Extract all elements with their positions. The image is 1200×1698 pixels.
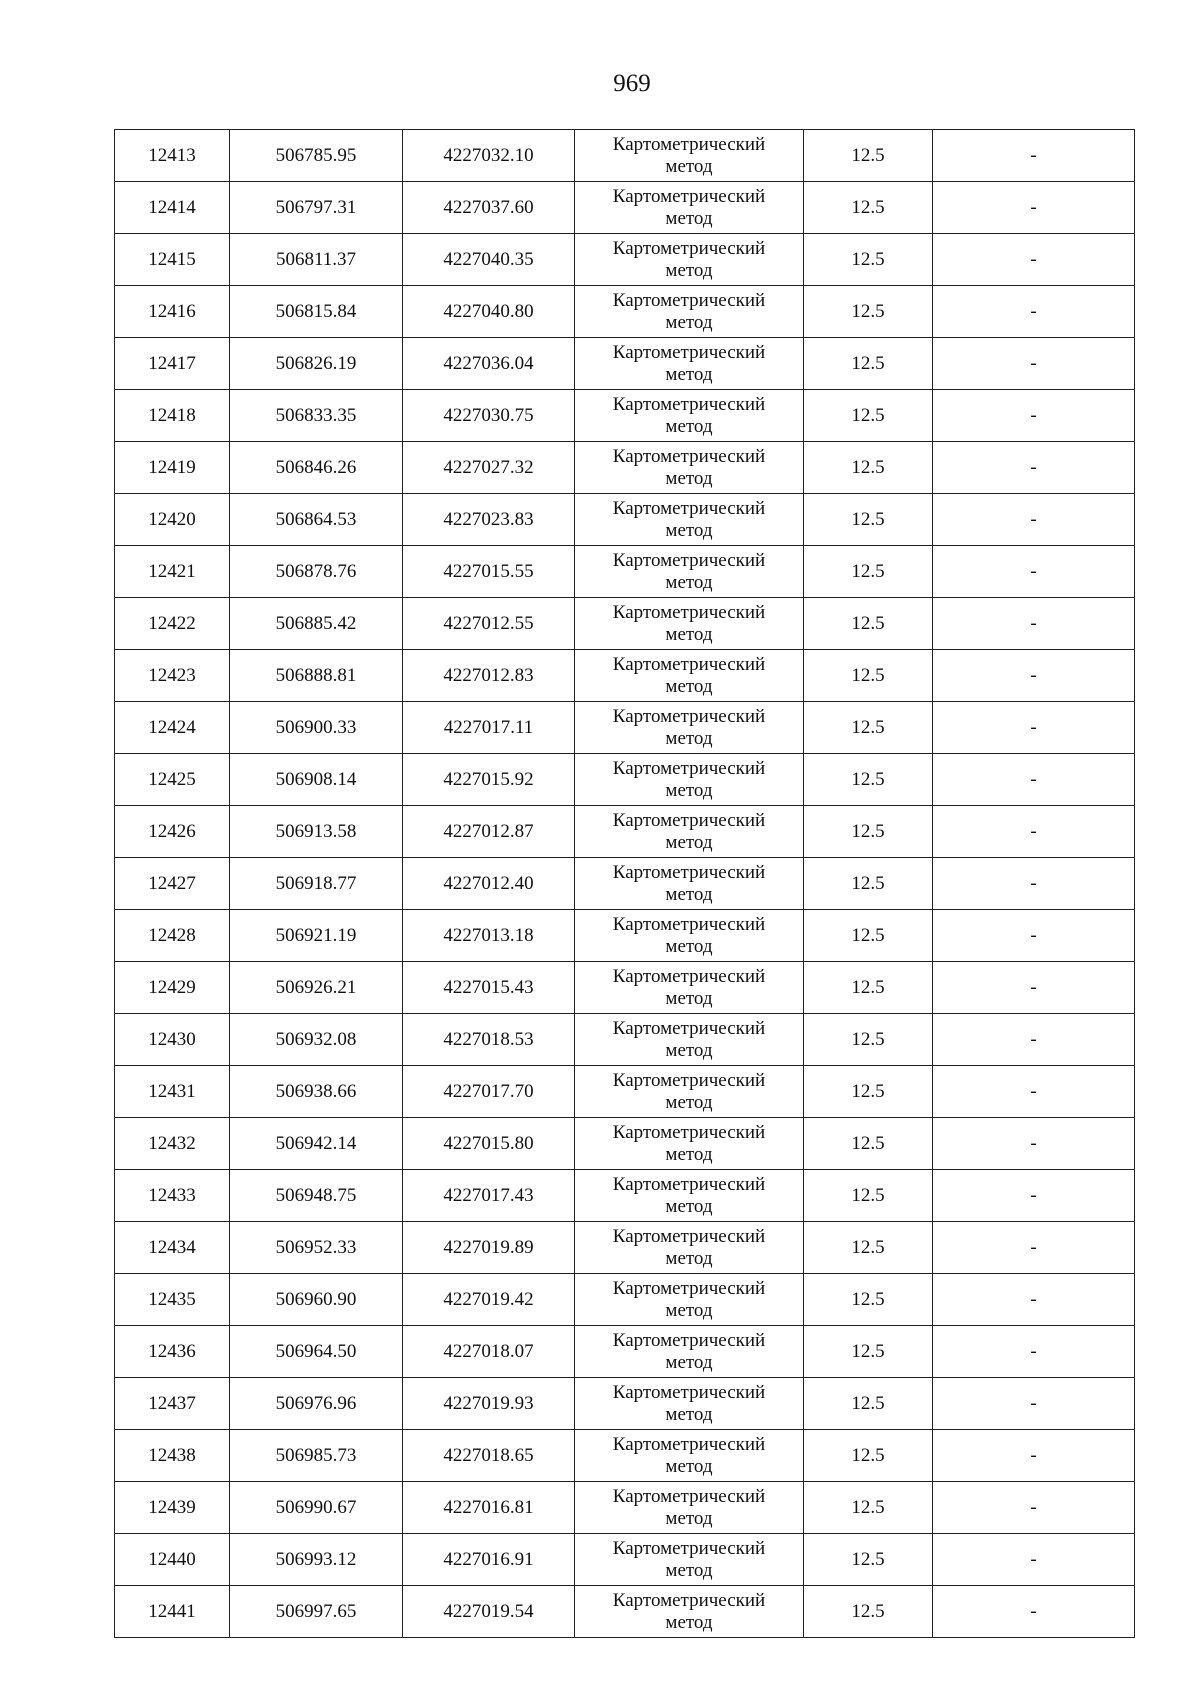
x-coordinate-cell: 506811.37 (230, 234, 403, 286)
method-line-2: метод (665, 1559, 713, 1581)
table-row (115, 1170, 1135, 1222)
point-id-cell: 12433 (115, 1170, 230, 1222)
method-line-1: Картометрический (612, 289, 766, 311)
method-cell (575, 754, 804, 806)
accuracy-cell: 12.5 (804, 1534, 933, 1586)
table-row (115, 1430, 1135, 1482)
method-line-2: метод (665, 1247, 713, 1269)
point-id-cell: 12434 (115, 1222, 230, 1274)
accuracy-cell: 12.5 (804, 650, 933, 702)
accuracy-cell: 12.5 (804, 598, 933, 650)
y-coordinate-cell: 4227013.18 (403, 910, 575, 962)
x-coordinate-cell: 506888.81 (230, 650, 403, 702)
method-cell (575, 1274, 804, 1326)
accuracy-cell: 12.5 (804, 858, 933, 910)
method-line-2: метод (665, 1351, 713, 1373)
method-cell (575, 702, 804, 754)
y-coordinate-cell: 4227019.54 (403, 1586, 575, 1638)
method-line-1: Картометрический (612, 1485, 766, 1507)
accuracy-cell: 12.5 (804, 1066, 933, 1118)
point-id-cell: 12429 (115, 962, 230, 1014)
table-row (115, 182, 1135, 234)
table-row (115, 754, 1135, 806)
note-cell: - (933, 1222, 1135, 1274)
method-line-1: Картометрический (612, 1537, 766, 1559)
table-row (115, 962, 1135, 1014)
accuracy-cell: 12.5 (804, 390, 933, 442)
point-id-cell: 12423 (115, 650, 230, 702)
method-cell (575, 1586, 804, 1638)
point-id-cell: 12435 (115, 1274, 230, 1326)
point-id-cell: 12441 (115, 1586, 230, 1638)
note-cell: - (933, 1326, 1135, 1378)
y-coordinate-cell: 4227040.35 (403, 234, 575, 286)
method-cell (575, 1170, 804, 1222)
x-coordinate-cell: 506797.31 (230, 182, 403, 234)
method-line-2: метод (665, 1403, 713, 1425)
y-coordinate-cell: 4227015.55 (403, 546, 575, 598)
table-row (115, 494, 1135, 546)
accuracy-cell: 12.5 (804, 546, 933, 598)
point-id-cell: 12430 (115, 1014, 230, 1066)
x-coordinate-cell: 506938.66 (230, 1066, 403, 1118)
y-coordinate-cell: 4227037.60 (403, 182, 575, 234)
method-line-1: Картометрический (612, 1121, 766, 1143)
x-coordinate-cell: 506942.14 (230, 1118, 403, 1170)
accuracy-cell: 12.5 (804, 1014, 933, 1066)
method-cell (575, 1326, 804, 1378)
y-coordinate-cell: 4227030.75 (403, 390, 575, 442)
note-cell: - (933, 650, 1135, 702)
y-coordinate-cell: 4227015.92 (403, 754, 575, 806)
y-coordinate-cell: 4227040.80 (403, 286, 575, 338)
method-line-1: Картометрический (612, 1277, 766, 1299)
table-row (115, 130, 1135, 182)
x-coordinate-cell: 506878.76 (230, 546, 403, 598)
accuracy-cell: 12.5 (804, 234, 933, 286)
note-cell: - (933, 1482, 1135, 1534)
y-coordinate-cell: 4227018.53 (403, 1014, 575, 1066)
accuracy-cell: 12.5 (804, 1482, 933, 1534)
x-coordinate-cell: 506921.19 (230, 910, 403, 962)
table-row (115, 598, 1135, 650)
method-line-1: Картометрический (612, 185, 766, 207)
table-row (115, 390, 1135, 442)
accuracy-cell: 12.5 (804, 1430, 933, 1482)
note-cell: - (933, 130, 1135, 182)
note-cell: - (933, 1118, 1135, 1170)
method-line-1: Картометрический (612, 341, 766, 363)
method-line-1: Картометрический (612, 133, 766, 155)
point-id-cell: 12428 (115, 910, 230, 962)
table-row (115, 1274, 1135, 1326)
point-id-cell: 12414 (115, 182, 230, 234)
x-coordinate-cell: 506833.35 (230, 390, 403, 442)
method-cell (575, 598, 804, 650)
method-cell (575, 1482, 804, 1534)
method-line-2: метод (665, 1195, 713, 1217)
x-coordinate-cell: 506985.73 (230, 1430, 403, 1482)
method-line-2: метод (665, 883, 713, 905)
table-row (115, 910, 1135, 962)
point-id-cell: 12440 (115, 1534, 230, 1586)
note-cell: - (933, 1274, 1135, 1326)
point-id-cell: 12437 (115, 1378, 230, 1430)
accuracy-cell: 12.5 (804, 1118, 933, 1170)
table-row (115, 650, 1135, 702)
method-line-1: Картометрический (612, 705, 766, 727)
method-cell (575, 1014, 804, 1066)
accuracy-cell: 12.5 (804, 442, 933, 494)
note-cell: - (933, 546, 1135, 598)
method-line-1: Картометрический (612, 1173, 766, 1195)
note-cell: - (933, 962, 1135, 1014)
x-coordinate-cell: 506908.14 (230, 754, 403, 806)
note-cell: - (933, 1170, 1135, 1222)
table-row (115, 1066, 1135, 1118)
y-coordinate-cell: 4227017.11 (403, 702, 575, 754)
accuracy-cell: 12.5 (804, 962, 933, 1014)
point-id-cell: 12439 (115, 1482, 230, 1534)
method-cell (575, 546, 804, 598)
method-line-1: Картометрический (612, 1069, 766, 1091)
method-cell (575, 1378, 804, 1430)
y-coordinate-cell: 4227023.83 (403, 494, 575, 546)
y-coordinate-cell: 4227019.42 (403, 1274, 575, 1326)
y-coordinate-cell: 4227027.32 (403, 442, 575, 494)
method-cell (575, 910, 804, 962)
method-line-1: Картометрический (612, 861, 766, 883)
method-cell (575, 338, 804, 390)
accuracy-cell: 12.5 (804, 1170, 933, 1222)
table-row (115, 858, 1135, 910)
x-coordinate-cell: 506976.96 (230, 1378, 403, 1430)
method-line-2: метод (665, 935, 713, 957)
x-coordinate-cell: 506990.67 (230, 1482, 403, 1534)
table-row (115, 442, 1135, 494)
accuracy-cell: 12.5 (804, 702, 933, 754)
accuracy-cell: 12.5 (804, 1326, 933, 1378)
note-cell: - (933, 390, 1135, 442)
method-cell (575, 286, 804, 338)
table-row (115, 286, 1135, 338)
note-cell: - (933, 598, 1135, 650)
method-cell (575, 806, 804, 858)
y-coordinate-cell: 4227012.55 (403, 598, 575, 650)
method-line-1: Картометрический (612, 393, 766, 415)
method-line-1: Картометрический (612, 1225, 766, 1247)
point-id-cell: 12431 (115, 1066, 230, 1118)
method-line-2: метод (665, 1507, 713, 1529)
x-coordinate-cell: 506918.77 (230, 858, 403, 910)
note-cell: - (933, 1430, 1135, 1482)
method-line-2: метод (665, 415, 713, 437)
note-cell: - (933, 182, 1135, 234)
method-line-2: метод (665, 363, 713, 385)
y-coordinate-cell: 4227012.87 (403, 806, 575, 858)
method-line-2: метод (665, 831, 713, 853)
x-coordinate-cell: 506960.90 (230, 1274, 403, 1326)
accuracy-cell: 12.5 (804, 754, 933, 806)
method-line-1: Картометрический (612, 1589, 766, 1611)
method-line-1: Картометрический (612, 1329, 766, 1351)
y-coordinate-cell: 4227019.93 (403, 1378, 575, 1430)
point-id-cell: 12422 (115, 598, 230, 650)
accuracy-cell: 12.5 (804, 1586, 933, 1638)
accuracy-cell: 12.5 (804, 1274, 933, 1326)
accuracy-cell: 12.5 (804, 338, 933, 390)
note-cell: - (933, 442, 1135, 494)
method-line-2: метод (665, 727, 713, 749)
accuracy-cell: 12.5 (804, 286, 933, 338)
x-coordinate-cell: 506952.33 (230, 1222, 403, 1274)
coordinates-table (114, 129, 1135, 1638)
y-coordinate-cell: 4227017.43 (403, 1170, 575, 1222)
method-line-1: Картометрический (612, 601, 766, 623)
note-cell: - (933, 910, 1135, 962)
note-cell: - (933, 1378, 1135, 1430)
note-cell: - (933, 1534, 1135, 1586)
note-cell: - (933, 494, 1135, 546)
note-cell: - (933, 858, 1135, 910)
point-id-cell: 12419 (115, 442, 230, 494)
method-line-1: Картометрический (612, 237, 766, 259)
method-line-2: метод (665, 779, 713, 801)
y-coordinate-cell: 4227015.80 (403, 1118, 575, 1170)
method-line-2: метод (665, 1611, 713, 1633)
point-id-cell: 12415 (115, 234, 230, 286)
method-line-2: метод (665, 623, 713, 645)
y-coordinate-cell: 4227019.89 (403, 1222, 575, 1274)
page-number: 969 (613, 70, 651, 97)
method-cell (575, 494, 804, 546)
note-cell: - (933, 702, 1135, 754)
x-coordinate-cell: 506885.42 (230, 598, 403, 650)
y-coordinate-cell: 4227018.65 (403, 1430, 575, 1482)
method-cell (575, 182, 804, 234)
method-line-2: метод (665, 675, 713, 697)
method-line-1: Картометрический (612, 1433, 766, 1455)
method-line-1: Картометрический (612, 497, 766, 519)
table-row (115, 1326, 1135, 1378)
method-cell (575, 442, 804, 494)
x-coordinate-cell: 506864.53 (230, 494, 403, 546)
method-cell (575, 390, 804, 442)
method-line-2: метод (665, 155, 713, 177)
point-id-cell: 12432 (115, 1118, 230, 1170)
x-coordinate-cell: 506997.65 (230, 1586, 403, 1638)
method-cell (575, 650, 804, 702)
method-cell (575, 1534, 804, 1586)
point-id-cell: 12413 (115, 130, 230, 182)
method-line-1: Картометрический (612, 445, 766, 467)
point-id-cell: 12427 (115, 858, 230, 910)
x-coordinate-cell: 506846.26 (230, 442, 403, 494)
table-row (115, 1482, 1135, 1534)
point-id-cell: 12425 (115, 754, 230, 806)
y-coordinate-cell: 4227012.40 (403, 858, 575, 910)
x-coordinate-cell: 506964.50 (230, 1326, 403, 1378)
y-coordinate-cell: 4227017.70 (403, 1066, 575, 1118)
table-row (115, 702, 1135, 754)
method-line-1: Картометрический (612, 1381, 766, 1403)
method-cell (575, 130, 804, 182)
y-coordinate-cell: 4227016.81 (403, 1482, 575, 1534)
method-line-1: Картометрический (612, 757, 766, 779)
method-line-1: Картометрический (612, 653, 766, 675)
note-cell: - (933, 1014, 1135, 1066)
method-line-2: метод (665, 311, 713, 333)
method-line-1: Картометрический (612, 913, 766, 935)
method-cell (575, 962, 804, 1014)
method-line-2: метод (665, 1455, 713, 1477)
method-cell (575, 858, 804, 910)
point-id-cell: 12436 (115, 1326, 230, 1378)
method-cell (575, 1430, 804, 1482)
x-coordinate-cell: 506926.21 (230, 962, 403, 1014)
x-coordinate-cell: 506826.19 (230, 338, 403, 390)
x-coordinate-cell: 506948.75 (230, 1170, 403, 1222)
accuracy-cell: 12.5 (804, 182, 933, 234)
point-id-cell: 12418 (115, 390, 230, 442)
x-coordinate-cell: 506815.84 (230, 286, 403, 338)
method-line-2: метод (665, 519, 713, 541)
method-line-1: Картометрический (612, 965, 766, 987)
x-coordinate-cell: 506785.95 (230, 130, 403, 182)
table-row (115, 1586, 1135, 1638)
accuracy-cell: 12.5 (804, 1378, 933, 1430)
accuracy-cell: 12.5 (804, 494, 933, 546)
method-line-2: метод (665, 1143, 713, 1165)
table-row (115, 1222, 1135, 1274)
point-id-cell: 12416 (115, 286, 230, 338)
table-row (115, 1118, 1135, 1170)
method-line-2: метод (665, 571, 713, 593)
table-row (115, 806, 1135, 858)
table-row (115, 234, 1135, 286)
y-coordinate-cell: 4227036.04 (403, 338, 575, 390)
note-cell: - (933, 1586, 1135, 1638)
y-coordinate-cell: 4227012.83 (403, 650, 575, 702)
table-row (115, 546, 1135, 598)
table-row (115, 1378, 1135, 1430)
method-cell (575, 1222, 804, 1274)
point-id-cell: 12420 (115, 494, 230, 546)
method-line-1: Картометрический (612, 809, 766, 831)
note-cell: - (933, 1066, 1135, 1118)
method-line-2: метод (665, 1299, 713, 1321)
method-cell (575, 1066, 804, 1118)
accuracy-cell: 12.5 (804, 910, 933, 962)
note-cell: - (933, 338, 1135, 390)
x-coordinate-cell: 506932.08 (230, 1014, 403, 1066)
method-line-2: метод (665, 1091, 713, 1113)
method-line-2: метод (665, 259, 713, 281)
x-coordinate-cell: 506913.58 (230, 806, 403, 858)
method-cell (575, 234, 804, 286)
method-line-2: метод (665, 467, 713, 489)
method-line-2: метод (665, 987, 713, 1009)
note-cell: - (933, 234, 1135, 286)
coordinates-table-body (115, 130, 1135, 1638)
note-cell: - (933, 286, 1135, 338)
point-id-cell: 12421 (115, 546, 230, 598)
method-cell (575, 1118, 804, 1170)
method-line-1: Картометрический (612, 1017, 766, 1039)
method-line-2: метод (665, 1039, 713, 1061)
x-coordinate-cell: 506900.33 (230, 702, 403, 754)
y-coordinate-cell: 4227015.43 (403, 962, 575, 1014)
y-coordinate-cell: 4227018.07 (403, 1326, 575, 1378)
note-cell: - (933, 754, 1135, 806)
table-row (115, 1014, 1135, 1066)
point-id-cell: 12417 (115, 338, 230, 390)
y-coordinate-cell: 4227032.10 (403, 130, 575, 182)
method-line-1: Картометрический (612, 549, 766, 571)
accuracy-cell: 12.5 (804, 130, 933, 182)
accuracy-cell: 12.5 (804, 806, 933, 858)
point-id-cell: 12424 (115, 702, 230, 754)
y-coordinate-cell: 4227016.91 (403, 1534, 575, 1586)
point-id-cell: 12426 (115, 806, 230, 858)
method-line-2: метод (665, 207, 713, 229)
x-coordinate-cell: 506993.12 (230, 1534, 403, 1586)
table-row (115, 1534, 1135, 1586)
table-row (115, 338, 1135, 390)
point-id-cell: 12438 (115, 1430, 230, 1482)
accuracy-cell: 12.5 (804, 1222, 933, 1274)
note-cell: - (933, 806, 1135, 858)
